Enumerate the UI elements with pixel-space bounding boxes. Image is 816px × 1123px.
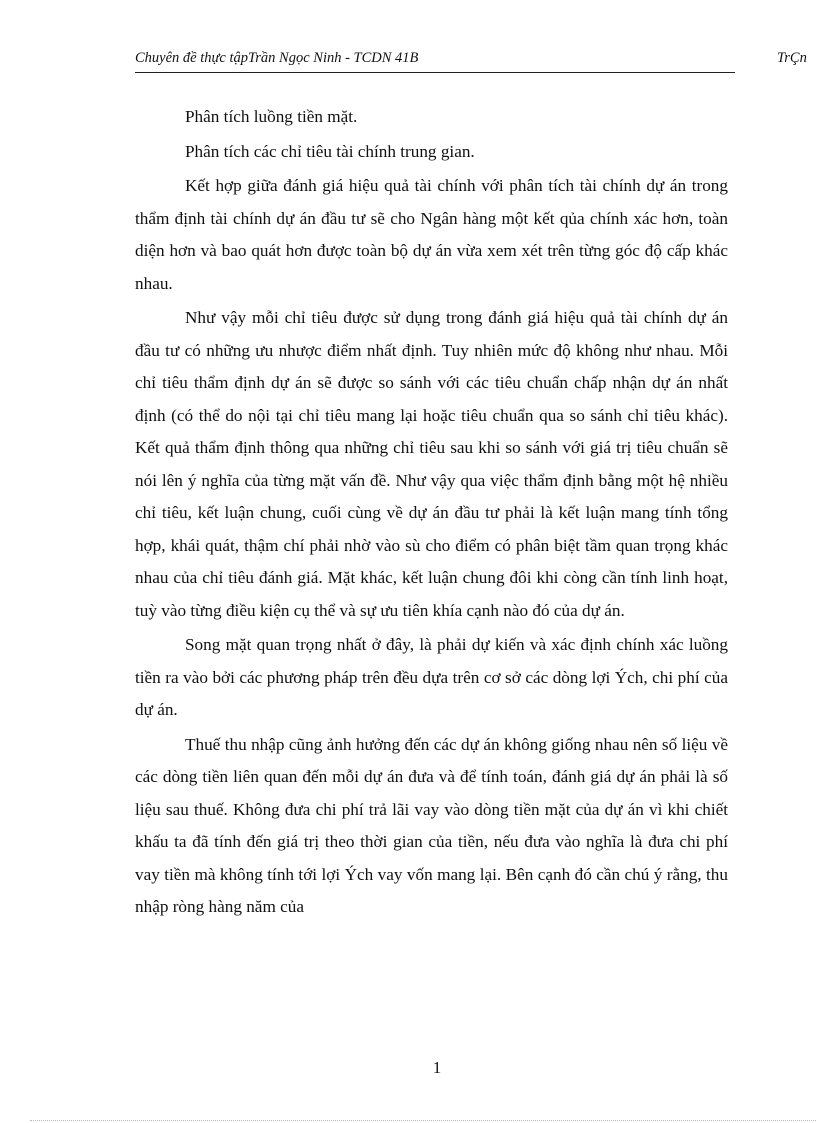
header-right-text: TrÇn (777, 50, 807, 66)
page-number: 1 (432, 1058, 442, 1077)
header-title: Chuyên đề thực tậpTrần Ngọc Ninh - TCDN 41B (135, 50, 419, 66)
paragraph: Phân tích các chỉ tiêu tài chính trung gian. (185, 141, 475, 161)
paragraph: Kết hợp giữa đánh giá hiệu quả tài chính với phân tích tài chính dự án trong thẩm định tài chính dự án đầu tư sẽ cho Ngân hàng một kết qủa chính xác hơn, toàn diện hơn và bao quát hơn được toàn bộ dự án vừa xem xét trên từng góc độ cấp khác nhau. (135, 176, 728, 293)
page-header (135, 50, 807, 73)
paragraph: Phân tích luồng tiền mặt. (185, 107, 358, 126)
paragraph: Song mặt quan trọng nhất ở đây, là phải dự kiến và xác định chính xác luồng tiền ra vào bởi các phương pháp trên đều dựa trên cơ sở các dòng lợi Ých, chi phí của dự án. (135, 635, 728, 719)
document-body (135, 101, 728, 926)
page-break-divider (30, 1120, 816, 1121)
paragraph: Như vậy mỗi chỉ tiêu được sử dụng trong đánh giá hiệu quả tài chính dự án đầu tư có những ưu nhược điểm nhất định. Tuy nhiên mức độ không như nhau. Mỗi chỉ tiêu thẩm định dự án sẽ được so sánh với các tiêu chuẩn chấp nhận dự án nhất định (có thể do nội tại chỉ tiêu mang lại hoặc tiêu chuẩn qua so sánh chỉ tiêu khác). Kết quả thẩm định thông qua những chỉ tiêu sau khi so sánh với giá trị tiêu chuẩn sẽ nói lên ý nghĩa của từng mặt vấn đề. Như vậy qua việc thẩm định bằng một hệ nhiều chỉ tiêu, kết luận chung, cuối cùng về dự án đầu tư phải là kết luận mang tính tổng hợp, khái quát, thậm chí phải nhờ vào sù cho điểm có phân biệt tầm quan trọng khác nhau của chỉ tiêu đánh giá. Mặt khác, kết luận chung đôi khi còng cần tính linh hoạt, tuỳ vào từng điều kiện cụ thể và sự ưu tiên khía cạnh nào đó của dự án. (135, 308, 728, 620)
paragraph: Thuế thu nhập cũng ảnh hưởng đến các dự án không giống nhau nên số liệu về các dòng tiền liên quan đến mỗi dự án đưa và để tính toán, đánh giá dự án phải là số liệu sau thuế. Không đưa chi phí trả lãi vay vào dòng tiền mặt của dự án vì khi chiết khấu ta đã tính đến giá trị theo thời gian của tiền, nếu đưa vào nghĩa là đưa chi phí vay tiền mà không tính tới lợi Ých vay vốn mang lại. Bên cạnh đó cần chú ý rằng, thu nhập ròng hàng năm của (135, 734, 728, 916)
